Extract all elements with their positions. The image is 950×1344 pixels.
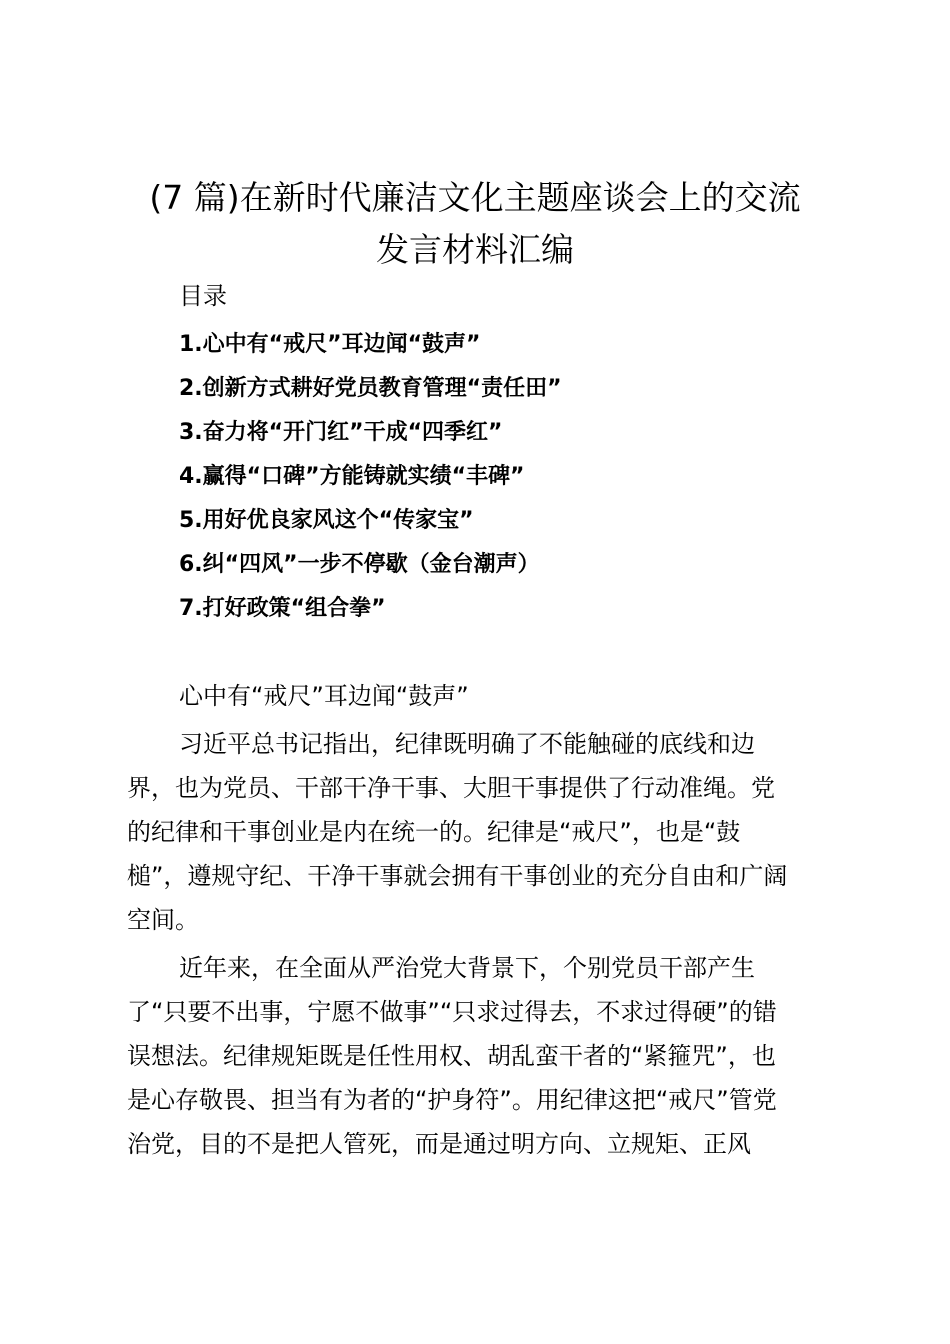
section-heading: 心中有“戒尺”耳边闻“鼓声”	[179, 682, 469, 710]
paragraph-line: 了“只要不出事，宁愿不做事”“只求过得去，不求过得硬”的错	[127, 998, 777, 1026]
body-paragraph-2	[127, 946, 830, 1166]
paragraph-line: 误想法。纪律规矩既是任性用权、胡乱蛮干者的“紧箍咒”，也	[127, 1042, 776, 1070]
paragraph-line: 治党，目的不是把人管死，而是通过明方向、立规矩、正风	[127, 1130, 751, 1158]
paragraph-line: 是心存敬畏、担当有为者的“护身符”。用纪律这把“戒尺”管党	[127, 1086, 777, 1114]
paragraph-line: 习近平总书记指出，纪律既明确了不能触碰的底线和边	[179, 730, 755, 758]
paragraph-line: 的纪律和干事创业是内在统一的。纪律是“戒尺”，也是“鼓	[127, 818, 741, 846]
toc-item-4: 4.赢得“口碑”方能铸就实绩“丰碑”	[179, 464, 525, 489]
paragraph-line: 槌”，遵规守纪、干净干事就会拥有干事创业的充分自由和广阔	[127, 862, 788, 890]
toc-item-5: 5.用好优良家风这个“传家宝”	[179, 508, 474, 533]
table-of-contents	[179, 323, 562, 631]
toc-heading: 目录	[179, 282, 227, 310]
toc-item-6: 6.纠“四风”一步不停歇（金台潮声）	[179, 552, 540, 577]
paragraph-line: 空间。	[127, 906, 199, 934]
paragraph-line: 近年来，在全面从严治党大背景下，个别党员干部产生	[179, 954, 755, 982]
toc-item-7: 7.打好政策“组合拳”	[179, 596, 386, 621]
document-title-line-1: (7 篇)在新时代廉洁文化主题座谈会上的交流	[149, 178, 801, 217]
toc-item-1: 1.心中有“戒尺”耳边闻“鼓声”	[179, 332, 481, 357]
toc-item-3: 3.奋力将“开门红”干成“四季红”	[179, 420, 503, 445]
document-title	[120, 172, 830, 276]
body-paragraph-1	[127, 722, 830, 942]
document-title-line-2: 发言材料汇编	[376, 230, 574, 269]
toc-item-2: 2.创新方式耕好党员教育管理“责任田”	[179, 376, 562, 401]
paragraph-line: 界，也为党员、干部干净干事、大胆干事提供了行动准绳。党	[127, 774, 775, 802]
